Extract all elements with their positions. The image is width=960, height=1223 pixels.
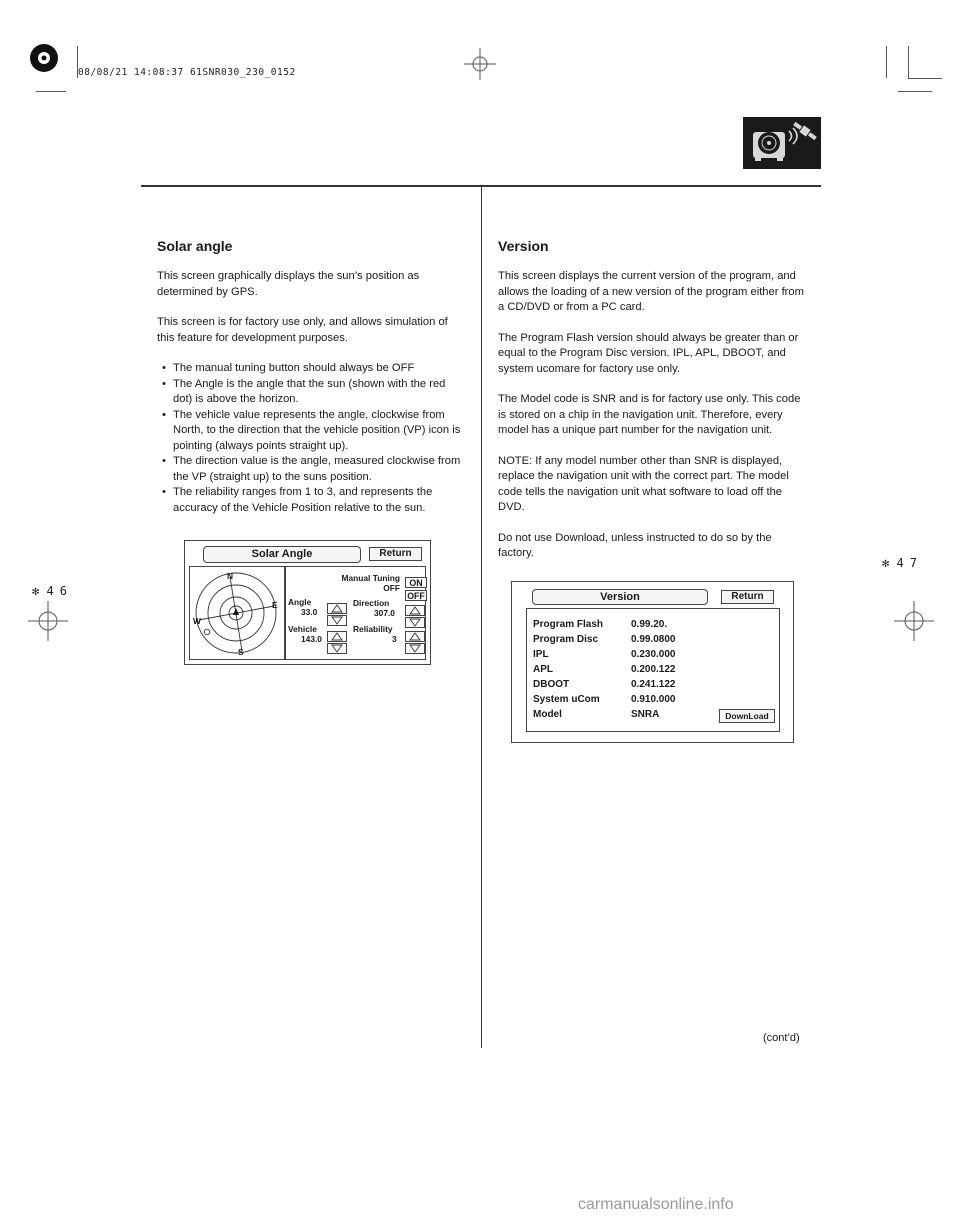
direction-value: 307.0 [374,608,395,618]
paragraph: This screen is for factory use only, and allows simulation of this feature for development purposes. [157,316,448,344]
vehicle-down-button[interactable] [327,643,347,654]
section-heading-solar-angle: Solar angle [157,238,233,254]
reliability-up-button[interactable] [405,631,425,642]
triangle-down-icon [328,644,346,653]
asterisk-icon: ✻ [882,556,890,570]
paragraph: The Program Flash version should always be greater than or equal to the Program Disc version. IPL, APL, DBOOT, and system ucomare for factory use only. [498,331,799,375]
version-row [533,617,676,632]
version-info-panel [526,608,780,732]
row-value: 0.910.000 [631,694,676,705]
row-value: 0.230.000 [631,649,676,660]
paragraph: This screen graphically displays the sun’s position as determined by GPS. [157,270,420,298]
reliability-value: 3 [392,634,397,644]
row-label: APL [533,664,553,675]
crop-line [908,46,909,78]
triangle-up-icon [406,632,424,641]
screen-title: Version [532,589,708,605]
version-row [533,632,676,647]
solar-angle-screen [184,540,431,665]
return-button[interactable]: Return [369,547,422,561]
bullet-list [157,361,463,516]
angle-down-button[interactable] [327,615,347,626]
return-button[interactable]: Return [721,590,774,604]
row-value: 0.99.20. [631,619,668,630]
bullet-item: • The manual tuning button should always be OFF [157,361,463,377]
bullet-item: • The Angle is the angle that the sun (shown with the red dot) is above the horizon. [157,377,463,408]
row-label: Program Disc [533,634,599,645]
version-row [533,647,676,662]
triangle-down-icon [328,616,346,625]
crop-line [36,91,66,92]
version-screen [511,581,794,743]
row-label: Program Flash [533,619,604,630]
manual-tuning-value: OFF [383,583,400,593]
angle-up-button[interactable] [327,603,347,614]
version-row [533,707,676,722]
version-body [498,269,808,577]
solar-data-panel [284,566,426,660]
page-number: 47 [896,556,923,570]
paragraph: NOTE: If any model number other than SNR is displayed, replace the navigation unit with the correct part. The model code tells the navigation unit what software to load off the DVD. [498,454,789,513]
angle-label: Angle [288,597,312,607]
registration-mark-top-left [28,40,68,80]
compass-west-label: W [193,616,201,626]
paragraph: The Model code is SNR and is for factory use only. This code is stored on a chip in the navigation unit. Therefore, every model has a unique part number for the navigation unit. [498,393,801,436]
bullet-item: • The direction value is the angle, measured clockwise from the VP (straight up) to the suns position. [157,454,463,485]
manual-tuning-label: Manual Tuning [341,573,400,583]
version-row [533,692,676,707]
vehicle-value: 143.0 [301,634,322,644]
download-button[interactable]: DownLoad [719,709,775,723]
version-row [533,662,676,677]
bottom-watermark: carmanualsonline.info [578,1196,734,1213]
print-stamp: 08/08/21 14:08:37 61SNR030_230_0152 [78,67,296,78]
compass-panel [189,566,286,660]
vehicle-up-button[interactable] [327,631,347,642]
version-row [533,677,676,692]
version-table [533,617,676,722]
angle-value: 33.0 [301,607,318,617]
crop-line [898,91,932,92]
bullet-item: • The vehicle value represents the angle, clockwise from North, to the direction that the vehicle position (VP) icon is pointing (always points straight up). [157,408,463,455]
triangle-up-icon [328,632,346,641]
page-ref-right [882,556,923,570]
paragraph: Do not use Download, unless instructed to do so by the factory. [498,531,772,559]
manual-tuning-off-button[interactable]: OFF [405,590,427,601]
triangle-down-icon [406,618,424,627]
bullet-item: • The reliability ranges from 1 to 3, and represents the accuracy of the Vehicle Position relative to the sun. [157,485,463,516]
crop-line [908,78,942,79]
reliability-down-button[interactable] [405,643,425,654]
crosshair-mark [28,601,68,641]
compass-north-label: N [227,571,234,581]
section-heading-version: Version [498,238,549,254]
page-ref-left [32,584,73,598]
sun-position-compass [190,567,285,659]
screen-title: Solar Angle [203,546,361,563]
compass-east-label: E [272,600,278,610]
continued-note: (cont’d) [763,1032,800,1044]
row-label: DBOOT [533,679,570,690]
triangle-up-icon [406,606,424,615]
compass-south-label: S [238,647,244,657]
row-label: System uCom [533,694,600,705]
triangle-up-icon [328,604,346,613]
crosshair-mark [894,601,934,641]
row-label: IPL [533,649,549,660]
row-value: 0.99.0800 [631,634,676,645]
direction-label: Direction [353,598,390,608]
direction-down-button[interactable] [405,617,425,628]
vehicle-label: Vehicle [288,624,317,634]
row-value: 0.241.122 [631,679,676,690]
manual-tuning-on-button[interactable]: ON [405,577,427,588]
navigation-disc-satellite-icon [743,117,821,169]
reliability-label: Reliability [353,624,393,634]
row-value: 0.200.122 [631,664,676,675]
crosshair-mark [464,48,496,80]
paragraph: This screen displays the current version of the program, and allows the loading of a new version of the program either from a CD/DVD or from a PC card. [498,270,804,313]
column-divider [481,186,482,1048]
solar-angle-body [157,269,463,516]
asterisk-icon: ✻ [32,584,40,598]
row-label: Model [533,709,562,720]
crop-line [886,46,887,78]
row-value: SNRA [631,709,660,720]
page-number: 46 [46,584,73,598]
direction-up-button[interactable] [405,605,425,616]
triangle-down-icon [406,644,424,653]
